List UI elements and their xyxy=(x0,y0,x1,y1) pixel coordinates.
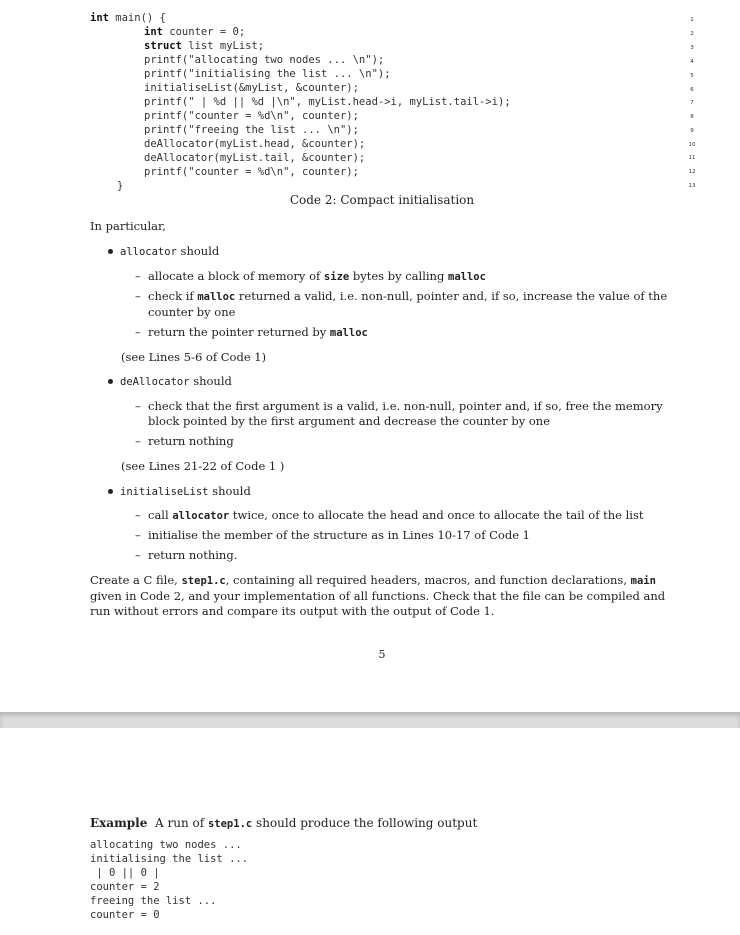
deallocator-item-1: – check that the first argument is a valid, i.e. non-null, pointer and, if so, free the memory block pointed by the first argument and decrease the counter by one xyxy=(135,399,663,428)
code-line-10: deAllocator(myList.head, &counter); xyxy=(144,138,366,150)
allocator-name: allocator xyxy=(120,246,177,258)
code-line-2: int counter = 0; xyxy=(144,26,246,38)
line-number: 10 xyxy=(688,142,696,148)
code-line-9: printf("freeing the list ... \n"); xyxy=(144,124,359,136)
line-number: 7 xyxy=(690,100,694,106)
code-line-1: int main() { xyxy=(90,12,166,24)
output-line: initialising the list ... xyxy=(90,853,249,865)
line-number: 12 xyxy=(688,169,696,175)
code-caption: Code 2: Compact initialisation xyxy=(289,193,475,207)
example-heading: Example A run of step1.c should produce the following output xyxy=(90,816,478,830)
line-number: 6 xyxy=(690,87,694,93)
code-line-5: printf("initialising the list ... \n"); xyxy=(144,68,391,80)
page-separator xyxy=(0,712,740,728)
bullet-dot xyxy=(108,489,113,494)
deallocator-name: deAllocator xyxy=(120,376,190,388)
deallocator-ref: (see Lines 21-22 of Code 1 ) xyxy=(121,459,285,473)
bullet-allocator xyxy=(108,244,219,260)
line-number: 4 xyxy=(690,59,694,65)
allocator-verb: should xyxy=(176,244,220,258)
intro-text: In particular, xyxy=(90,219,166,233)
page-number: 5 xyxy=(378,648,386,661)
line-number: 9 xyxy=(690,128,694,134)
initialiselist-name: initialiseList xyxy=(120,486,209,498)
output-line: | 0 || 0 | xyxy=(90,867,160,879)
task-paragraph: Create a C file, step1.c, containing all required headers, macros, and function declarations, main given in Code 2, and your implementation of all functions. Check that the file can be compiled and run without errors and compare its output with the output of Code 1. xyxy=(90,573,666,618)
line-number: 8 xyxy=(690,114,694,120)
code-line-8: printf("counter = %d\n", counter); xyxy=(144,110,359,122)
code-line-13: } xyxy=(117,180,124,192)
code-line-6: initialiseList(&myList, &counter); xyxy=(144,82,359,94)
code-line-4: printf("allocating two nodes ... \n"); xyxy=(144,54,385,66)
deallocator-verb: should xyxy=(189,374,232,388)
allocator-item-1: – allocate a block of memory of size bytes by calling malloc xyxy=(135,269,486,283)
output-line: freeing the list ... xyxy=(90,895,217,907)
code-line-3: struct list myList; xyxy=(144,40,265,52)
initialiselist-item-1: – call allocator twice, once to allocate the head and once to allocate the tail of the list xyxy=(135,508,644,522)
initialiselist-verb: should xyxy=(208,484,251,498)
bullet-dot xyxy=(108,249,113,254)
deallocator-item-2: – return nothing xyxy=(135,434,234,448)
line-number: 13 xyxy=(688,183,696,189)
initialiselist-item-2: – initialise the member of the structure as in Lines 10-17 of Code 1 xyxy=(135,528,530,542)
line-number: 5 xyxy=(690,73,694,79)
output-line: counter = 2 xyxy=(90,881,160,893)
line-number: 2 xyxy=(690,31,694,37)
bullet-initialiselist xyxy=(108,484,251,500)
initialiselist-item-3: – return nothing. xyxy=(135,548,238,562)
allocator-item-3: – return the pointer returned by malloc xyxy=(135,325,368,339)
example-label: Example xyxy=(90,816,148,830)
line-number: 3 xyxy=(690,45,694,51)
allocator-ref: (see Lines 5-6 of Code 1) xyxy=(121,350,267,364)
output-line: allocating two nodes ... xyxy=(90,839,242,851)
line-number: 11 xyxy=(688,155,696,161)
document-page-6 xyxy=(0,728,740,935)
bullet-dot xyxy=(108,379,113,384)
line-number: 1 xyxy=(690,17,694,23)
example-output xyxy=(90,838,248,922)
bullet-deallocator xyxy=(108,374,232,390)
output-line: counter = 0 xyxy=(90,909,160,921)
code-line-12: printf("counter = %d\n", counter); xyxy=(144,166,359,178)
code-line-11: deAllocator(myList.tail, &counter); xyxy=(144,152,366,164)
code-line-7: printf(" | %d || %d |\n", myList.head->i, myList.tail->i); xyxy=(144,96,511,108)
allocator-item-2: – check if malloc returned a valid, i.e. non-null, pointer and, if so, increase the value of the counter by one xyxy=(135,289,668,319)
